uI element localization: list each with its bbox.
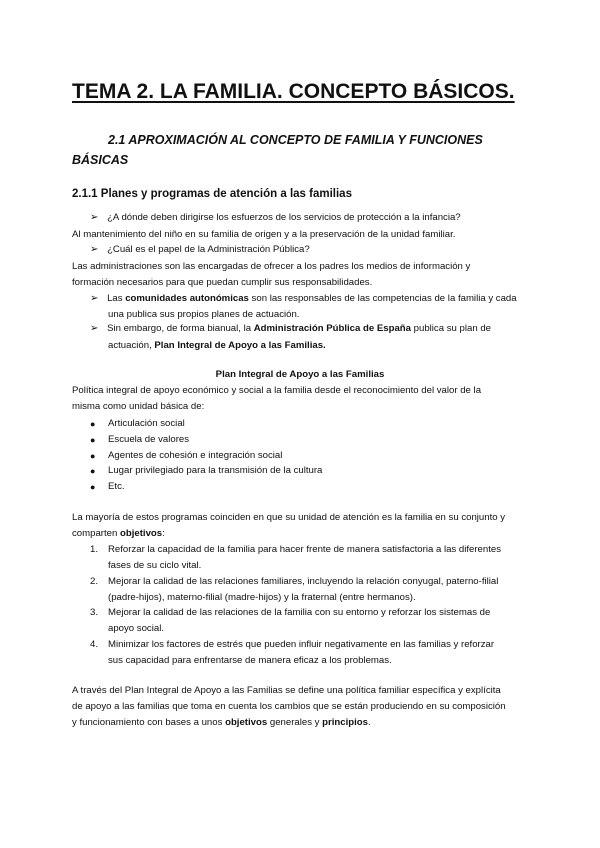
- point-2-pre: Sin embargo, de forma bianual, la: [107, 323, 254, 334]
- closing-line3: [72, 716, 371, 730]
- objective-text: Minimizar los factores de estrés que pueden influir negativamente en las familias y reforzar: [108, 639, 495, 650]
- objective-text-line2: apoyo social.: [108, 623, 164, 634]
- point-1-bold: comunidades autonómicas: [125, 293, 249, 304]
- arrow-bullet-icon: ➢: [90, 323, 99, 334]
- majority-line1: La mayoría de estos programas coinciden en que su unidad de atención es la familia en su conjunto y: [72, 512, 506, 523]
- principles-keyword: principios: [322, 717, 368, 728]
- list-item: [90, 417, 185, 432]
- objective-number: 1.: [90, 544, 99, 555]
- objective-text-line2: (padre-hijos), materno-filial (madre-hijos) y la fraternal (entre hermanos).: [108, 592, 416, 603]
- question-1-text: ¿A dónde deben dirigirse los esfuerzos de los servicios de protección a la infancia?: [107, 212, 461, 223]
- objectives-keyword: objetivos: [120, 528, 163, 539]
- closing-line2: de apoyo a las familias que toma en cuenta los cambios que se están produciendo en su composición: [72, 701, 506, 712]
- point-2-line2-pre: actuación,: [108, 340, 155, 351]
- closing-line1: A través del Plan Integral de Apoyo a las Familias se define una política familiar específica y explícita: [72, 685, 501, 696]
- arrow-bullet-icon: ➢: [90, 244, 99, 255]
- plan-description-line2: misma como unidad básica de:: [72, 401, 205, 412]
- objectives-keyword: objetivos: [225, 717, 268, 728]
- majority-line2-post: :: [162, 528, 165, 539]
- objective-text-line2: sus capacidad para enfrentarse de manera eficaz a los problemas.: [108, 655, 392, 666]
- objective-text-line2: fases de su ciclo vital.: [108, 560, 202, 571]
- point-2-line2-bold: Plan Integral de Apoyo a las Familias.: [154, 340, 326, 351]
- question-2: [90, 243, 310, 257]
- objective-item: [90, 543, 502, 557]
- question-1: [90, 211, 461, 225]
- list-item-text: Escuela de valores: [108, 434, 190, 445]
- objective-text: Mejorar la calidad de las relaciones familiares, incluyendo la relación conyugal, paterno-filial: [108, 576, 499, 587]
- objective-item: [90, 638, 495, 652]
- objective-item: [90, 575, 499, 589]
- bullet-icon: ●: [90, 419, 96, 429]
- section-heading-line1: 2.1 APROXIMACIÓN AL CONCEPTO DE FAMILIA Y FUNCIONES: [108, 133, 483, 147]
- objective-number: 3.: [90, 607, 99, 618]
- point-1-pre: Las: [107, 293, 126, 304]
- question-2-text: ¿Cuál es el papel de la Administración Pública?: [107, 244, 310, 255]
- arrow-bullet-icon: ➢: [90, 293, 99, 304]
- bullet-icon: ●: [90, 482, 96, 492]
- objective-number: 2.: [90, 576, 99, 587]
- answer-1: Al mantenimiento del niño en su familia de origen y a la preservación de la unidad familiar.: [72, 229, 456, 240]
- list-item-text: Articulación social: [108, 418, 185, 429]
- plan-description-line1: Política integral de apoyo económico y social a la familia desde el reconocimiento del valor de la: [72, 385, 482, 396]
- majority-line2: [72, 527, 165, 541]
- point-2-bold: Administración Pública de España: [253, 323, 411, 334]
- plan-heading: Plan Integral de Apoyo a las Familias: [215, 369, 385, 380]
- answer-2-line2: formación necesarios para que puedan cumplir sus responsabilidades.: [72, 277, 373, 288]
- objective-text: Reforzar la capacidad de la familia para hacer frente de manera satisfactoria a las diferentes: [108, 544, 502, 555]
- closing-line3-pre: y funcionamiento con bases a unos: [72, 717, 226, 728]
- subsection-heading: 2.1.1 Planes y programas de atención a las familias: [72, 188, 352, 200]
- bullet-icon: ●: [90, 451, 96, 461]
- bullet-icon: ●: [90, 435, 96, 445]
- point-1-line2: una publica sus propios planes de actuación.: [108, 309, 300, 320]
- objective-text: Mejorar la calidad de las relaciones de la familia con su entorno y reforzar los sistemas de: [108, 607, 491, 618]
- point-2: [90, 322, 491, 336]
- closing-line3-mid: generales y: [267, 717, 323, 728]
- list-item: [90, 480, 125, 495]
- list-item: [90, 433, 190, 448]
- list-item: [90, 449, 283, 464]
- list-item-text: Lugar privilegiado para la transmisión de la cultura: [108, 465, 323, 476]
- arrow-bullet-icon: ➢: [90, 212, 99, 223]
- answer-2-line1: Las administraciones son las encargadas de ofrecer a los padres los medios de información y: [72, 261, 471, 272]
- closing-line3-post: .: [367, 717, 371, 728]
- point-1: [90, 292, 517, 306]
- list-item-text: Etc.: [108, 481, 125, 492]
- point-1-post: son las responsables de las competencias de la familia y cada: [248, 293, 517, 304]
- section-heading-line2: BÁSICAS: [72, 153, 129, 167]
- objective-number: 4.: [90, 639, 99, 650]
- point-2-post: publica su plan de: [411, 323, 492, 334]
- point-2-line2: [108, 339, 326, 353]
- list-item: [90, 464, 323, 479]
- majority-line2-pre: comparten: [72, 528, 120, 539]
- bullet-icon: ●: [90, 466, 96, 476]
- list-item-text: Agentes de cohesión e integración social: [108, 450, 283, 461]
- page-title: TEMA 2. LA FAMILIA. CONCEPTO BÁSICOS.: [72, 80, 515, 103]
- objective-item: [90, 606, 491, 620]
